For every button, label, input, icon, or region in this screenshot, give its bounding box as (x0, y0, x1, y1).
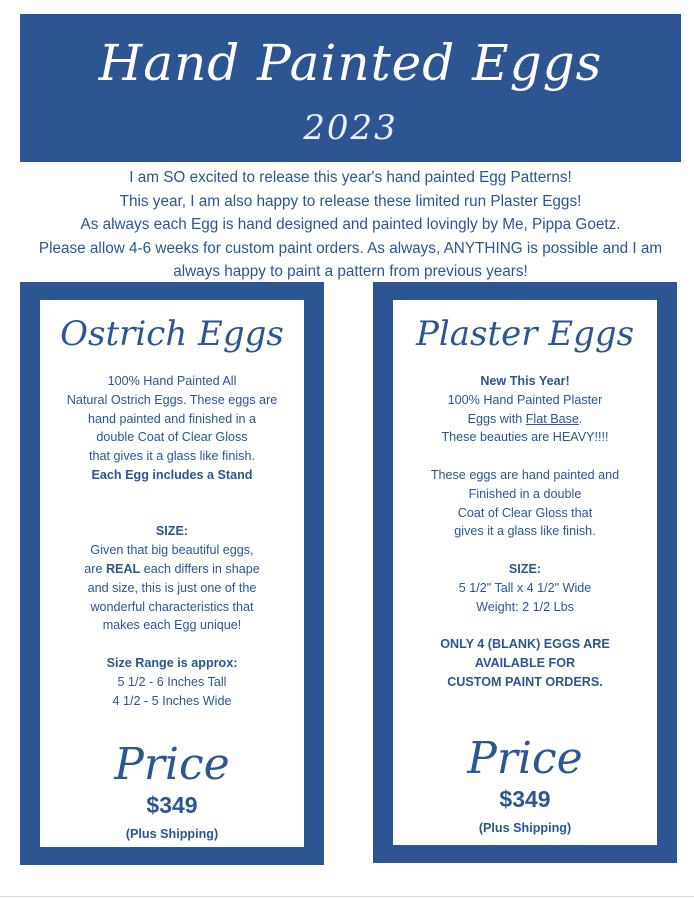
ostrich-size-line: Given that big beautiful eggs, (90, 543, 254, 558)
plaster-finish-line: These eggs are hand painted and (430, 467, 620, 482)
plaster-size-heading: SIZE: (508, 561, 542, 576)
plaster-weight: Weight: 2 1/2 Lbs (476, 599, 574, 614)
plaster-price-note: (Plus Shipping) (478, 820, 572, 835)
ostrich-desc-line: 100% Hand Painted All (107, 374, 237, 388)
plaster-size-dims: 5 1/2" Tall x 4 1/2" Wide (458, 580, 592, 595)
ostrich-title: Ostrich Eggs (60, 314, 284, 354)
ostrich-card (20, 282, 324, 865)
intro-line: always happy to paint a pattern from previous years! (173, 263, 528, 280)
plaster-availability-line: ONLY 4 (BLANK) EGGS ARE (440, 637, 610, 652)
desc-text-post: . (578, 411, 583, 426)
plaster-desc-line (393, 410, 657, 429)
ostrich-includes-stand: Each Egg includes a Stand (91, 467, 253, 482)
plaster-description (393, 372, 657, 692)
ostrich-range-line: 5 1/2 - 6 Inches Tall (117, 674, 227, 689)
ostrich-range-line: 4 1/2 - 5 Inches Wide (112, 693, 232, 708)
flat-base-link[interactable]: Flat Base (525, 411, 579, 426)
ostrich-size-line: makes each Egg unique! (102, 618, 242, 633)
plaster-desc-line: 100% Hand Painted Plaster (447, 392, 603, 407)
ostrich-range-heading: Size Range is approx: (106, 655, 238, 670)
ostrich-size-line: and size, this is just one of the (87, 580, 257, 595)
plaster-price: $349 (499, 785, 551, 812)
plaster-availability-line: AVAILABLE FOR (474, 655, 576, 670)
size-text-post: each differs in shape (140, 561, 260, 576)
plaster-finish-line: gives it a glass like finish. (454, 524, 596, 539)
intro-line: As always each Egg is hand designed and painted lovingly by Me, Pippa Goetz. (80, 216, 621, 233)
intro-text (20, 166, 681, 284)
ostrich-price-note: (Plus Shipping) (125, 827, 219, 842)
plaster-desc-line: These beauties are HEAVY!!!! (441, 430, 609, 445)
page-bottom-divider (0, 896, 694, 897)
ostrich-card-content (40, 300, 304, 847)
ostrich-size-line: wonderful characteristics that (90, 599, 254, 614)
ostrich-desc-line: double Coat of Clear Gloss (96, 430, 248, 445)
intro-line: I am SO excited to release this year's hand painted Egg Patterns! (129, 169, 572, 186)
ostrich-size-line (40, 560, 304, 579)
plaster-card (373, 282, 677, 863)
ostrich-price-label: Price (114, 739, 230, 791)
plaster-price-label: Price (467, 732, 583, 784)
plaster-finish-line: Coat of Clear Gloss that (457, 505, 593, 520)
ostrich-desc-line: Natural Ostrich Eggs. These eggs are (66, 392, 278, 407)
ostrich-desc-line: hand painted and finished in a (87, 411, 257, 426)
plaster-title: Plaster Eggs (415, 314, 635, 354)
ostrich-desc-line: that gives it a glass like finish. (89, 449, 255, 464)
ostrich-size-heading: SIZE: (155, 524, 189, 539)
plaster-availability-line: CUSTOM PAINT ORDERS. (447, 674, 603, 689)
plaster-new-label: New This Year! (480, 374, 570, 388)
desc-text-pre: Eggs with (467, 411, 526, 426)
plaster-finish-line: Finished in a double (468, 486, 582, 501)
page-year: 2023 (303, 108, 398, 148)
page-title: Hand Painted Eggs (98, 34, 603, 92)
intro-line: Please allow 4-6 weeks for custom paint orders. As always, ANYTHING is possible and I am (38, 239, 663, 257)
ostrich-price: $349 (146, 792, 198, 819)
plaster-card-content (393, 300, 657, 845)
ostrich-description (40, 372, 304, 710)
header-banner (20, 14, 681, 162)
size-text-pre: are (84, 561, 106, 576)
intro-line: This year, I am also happy to release these limited run Plaster Eggs! (119, 192, 582, 210)
size-text-bold: REAL (105, 561, 141, 576)
